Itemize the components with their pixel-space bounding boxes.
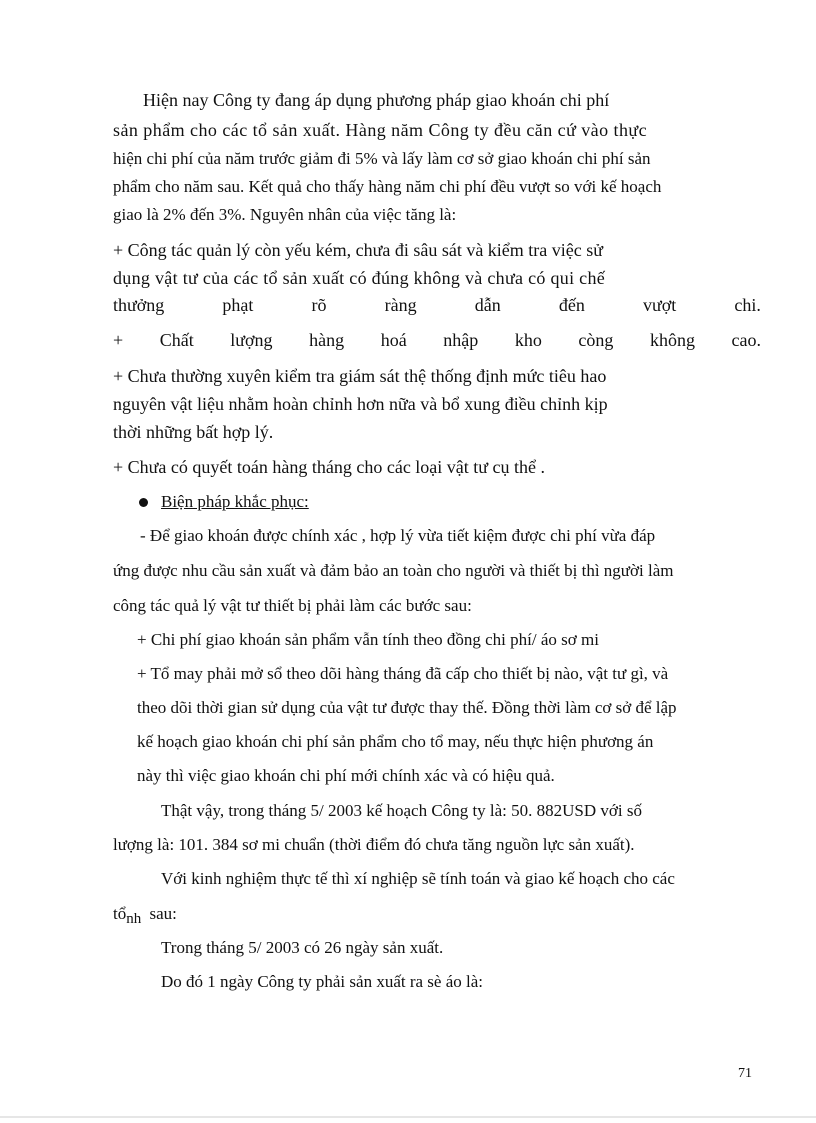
example-line: Trong tháng 5/ 2003 có 26 ngày sản xuất. <box>161 938 444 957</box>
paragraph-line: giao là 2% đến 3%. Nguyên nhân của việc tăng là: <box>113 205 457 224</box>
paragraph-line: hiện chi phí của năm trước giảm đi 5% và lấy làm cơ sở giao khoán chi phí sản <box>113 149 651 168</box>
cause-item-3-line-1: + Chưa thường xuyên kiểm tra giám sát thệ thống định mức tiêu hao <box>113 366 607 386</box>
cause-item-1-line-1: + Công tác quản lý còn yếu kém, chưa đi sâu sát và kiểm tra việc sử <box>113 240 604 260</box>
cause-item-1-line-2: dụng vật tư của các tổ sản xuất có đúng không và chưa có qui chế <box>113 268 606 288</box>
cause-item-3-line-2: nguyên vật liệu nhằm hoàn chỉnh hơn nữa và bổ xung điều chỉnh kịp <box>113 394 608 414</box>
remedy-step-2-line: này thì việc giao khoán chi phí mới chính xác và có hiệu quả. <box>137 766 555 785</box>
remedy-intro-line: ứng được nhu cầu sản xuất và đảm bảo an toàn cho người và thiết bị thì người làm <box>113 561 674 580</box>
cause-item-1-line-3: thưởng phạt rõ ràng dẫn đến vượt chi. <box>113 295 761 315</box>
remedy-step-2-line: theo dõi thời gian sử dụng của vật tư được thay thế. Đồng thời làm cơ sở để lập <box>137 698 677 717</box>
paragraph-line: sản phẩm cho các tổ sản xuất. Hàng năm Công ty đều căn cứ vào thực <box>113 120 648 140</box>
cause-item-4: + Chưa có quyết toán hàng tháng cho các loại vật tư cụ thể . <box>113 457 546 477</box>
paragraph-line: Hiện nay Công ty đang áp dụng phương pháp giao khoán chi phí <box>143 90 610 110</box>
remedy-step-1: + Chi phí giao khoán sản phẩm vẫn tính theo đồng chi phí/ áo sơ mi <box>137 630 599 649</box>
page-bottom-edge <box>0 1116 816 1118</box>
example-line: Thật vậy, trong tháng 5/ 2003 kế hoạch Công ty là: 50. 882USD với số <box>161 801 642 820</box>
page-number: 71 <box>738 1066 752 1081</box>
remedy-heading: Biện pháp khắc phục: <box>161 492 309 511</box>
remedy-intro-line: công tác quả lý vật tư thiết bị phải làm các bước sau: <box>113 596 472 615</box>
remedy-step-2-line: + Tổ may phải mở sổ theo dõi hàng tháng đã cấp cho thiết bị nào, vật tư gì, và <box>137 664 669 683</box>
remedy-step-2-line: kế hoạch giao khoán chi phí sản phẩm cho tổ may, nếu thực hiện phương án <box>137 732 654 751</box>
remedy-intro-line: - Để giao khoán được chính xác , hợp lý vừa tiết kiệm được chi phí vừa đáp <box>140 526 656 545</box>
cause-item-3-line-3: thời những bất hợp lý. <box>113 422 274 442</box>
example-line: Do đó 1 ngày Công ty phải sản xuất ra sè áo là: <box>161 972 483 991</box>
paragraph-line: phẩm cho năm sau. Kết quả cho thấy hàng năm chi phí đều vượt so với kế hoạch <box>113 177 662 196</box>
example-line: lượng là: 101. 384 sơ mi chuẩn (thời điểm đó chưa tăng nguồn lực sản xuất). <box>113 835 635 854</box>
example-line: tổnh sau: <box>113 904 177 927</box>
bullet-icon <box>139 498 148 507</box>
example-line: Với kinh nghiệm thực tế thì xí nghiệp sẽ tính toán và giao kế hoạch cho các <box>161 869 675 888</box>
cause-item-2: + Chất lượng hàng hoá nhập kho còng không cao. <box>113 330 761 350</box>
